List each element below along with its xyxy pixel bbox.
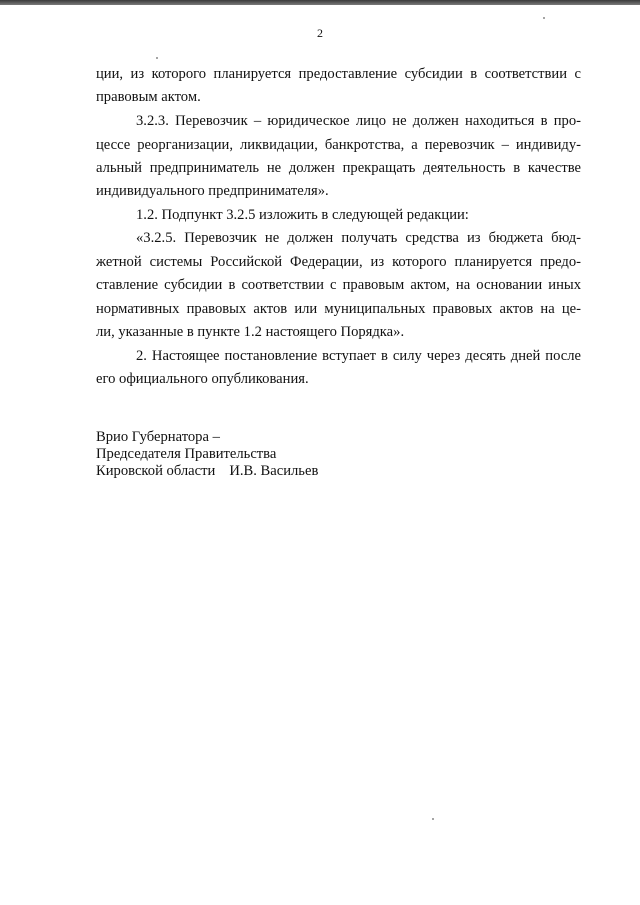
text-line: альный предприниматель не должен прекращать деятельность в качестве [96, 160, 581, 176]
scan-top-edge [0, 0, 640, 5]
scan-speck [432, 818, 434, 820]
text-line: правовым актом. [96, 89, 201, 105]
text-line: «3.2.5. Перевозчик не должен получать средства из бюджета бюд- [136, 230, 581, 246]
signature-region: Кировской области [96, 463, 216, 479]
signature-title-row [96, 462, 318, 480]
signature-title: Председателя Правительства [96, 446, 277, 462]
text-line: ставление субсидии в соответствии с правовым актом, на основании иных [96, 277, 581, 293]
text-line: ли, указанные в пункте 1.2 настоящего Порядка». [96, 324, 405, 340]
scan-speck [543, 17, 545, 19]
text-line: жетной системы Российской Федерации, из которого планируется предо- [96, 254, 581, 270]
text-line: ции, из которого планируется предоставление субсидии в соответствии с [96, 66, 581, 82]
text-line: индивидуального предпринимателя». [96, 183, 329, 199]
signature-title: Врио Губернатора – [96, 429, 220, 445]
text-line: цессе реорганизации, ликвидации, банкротства, а перевозчик – индивиду- [96, 137, 581, 153]
signatory-name: И.В. Васильев [229, 463, 319, 479]
text-line: 2. Настоящее постановление вступает в силу через десять дней после [136, 348, 581, 364]
page-number: 2 [317, 26, 323, 40]
scan-speck [156, 57, 158, 59]
text-line: 3.2.3. Перевозчик – юридическое лицо не должен находиться в про- [136, 113, 581, 129]
text-line: нормативных правовых актов или муниципальных правовых актов на це- [96, 301, 581, 317]
text-line: 1.2. Подпункт 3.2.5 изложить в следующей редакции: [136, 207, 469, 223]
text-line: его официального опубликования. [96, 371, 309, 387]
